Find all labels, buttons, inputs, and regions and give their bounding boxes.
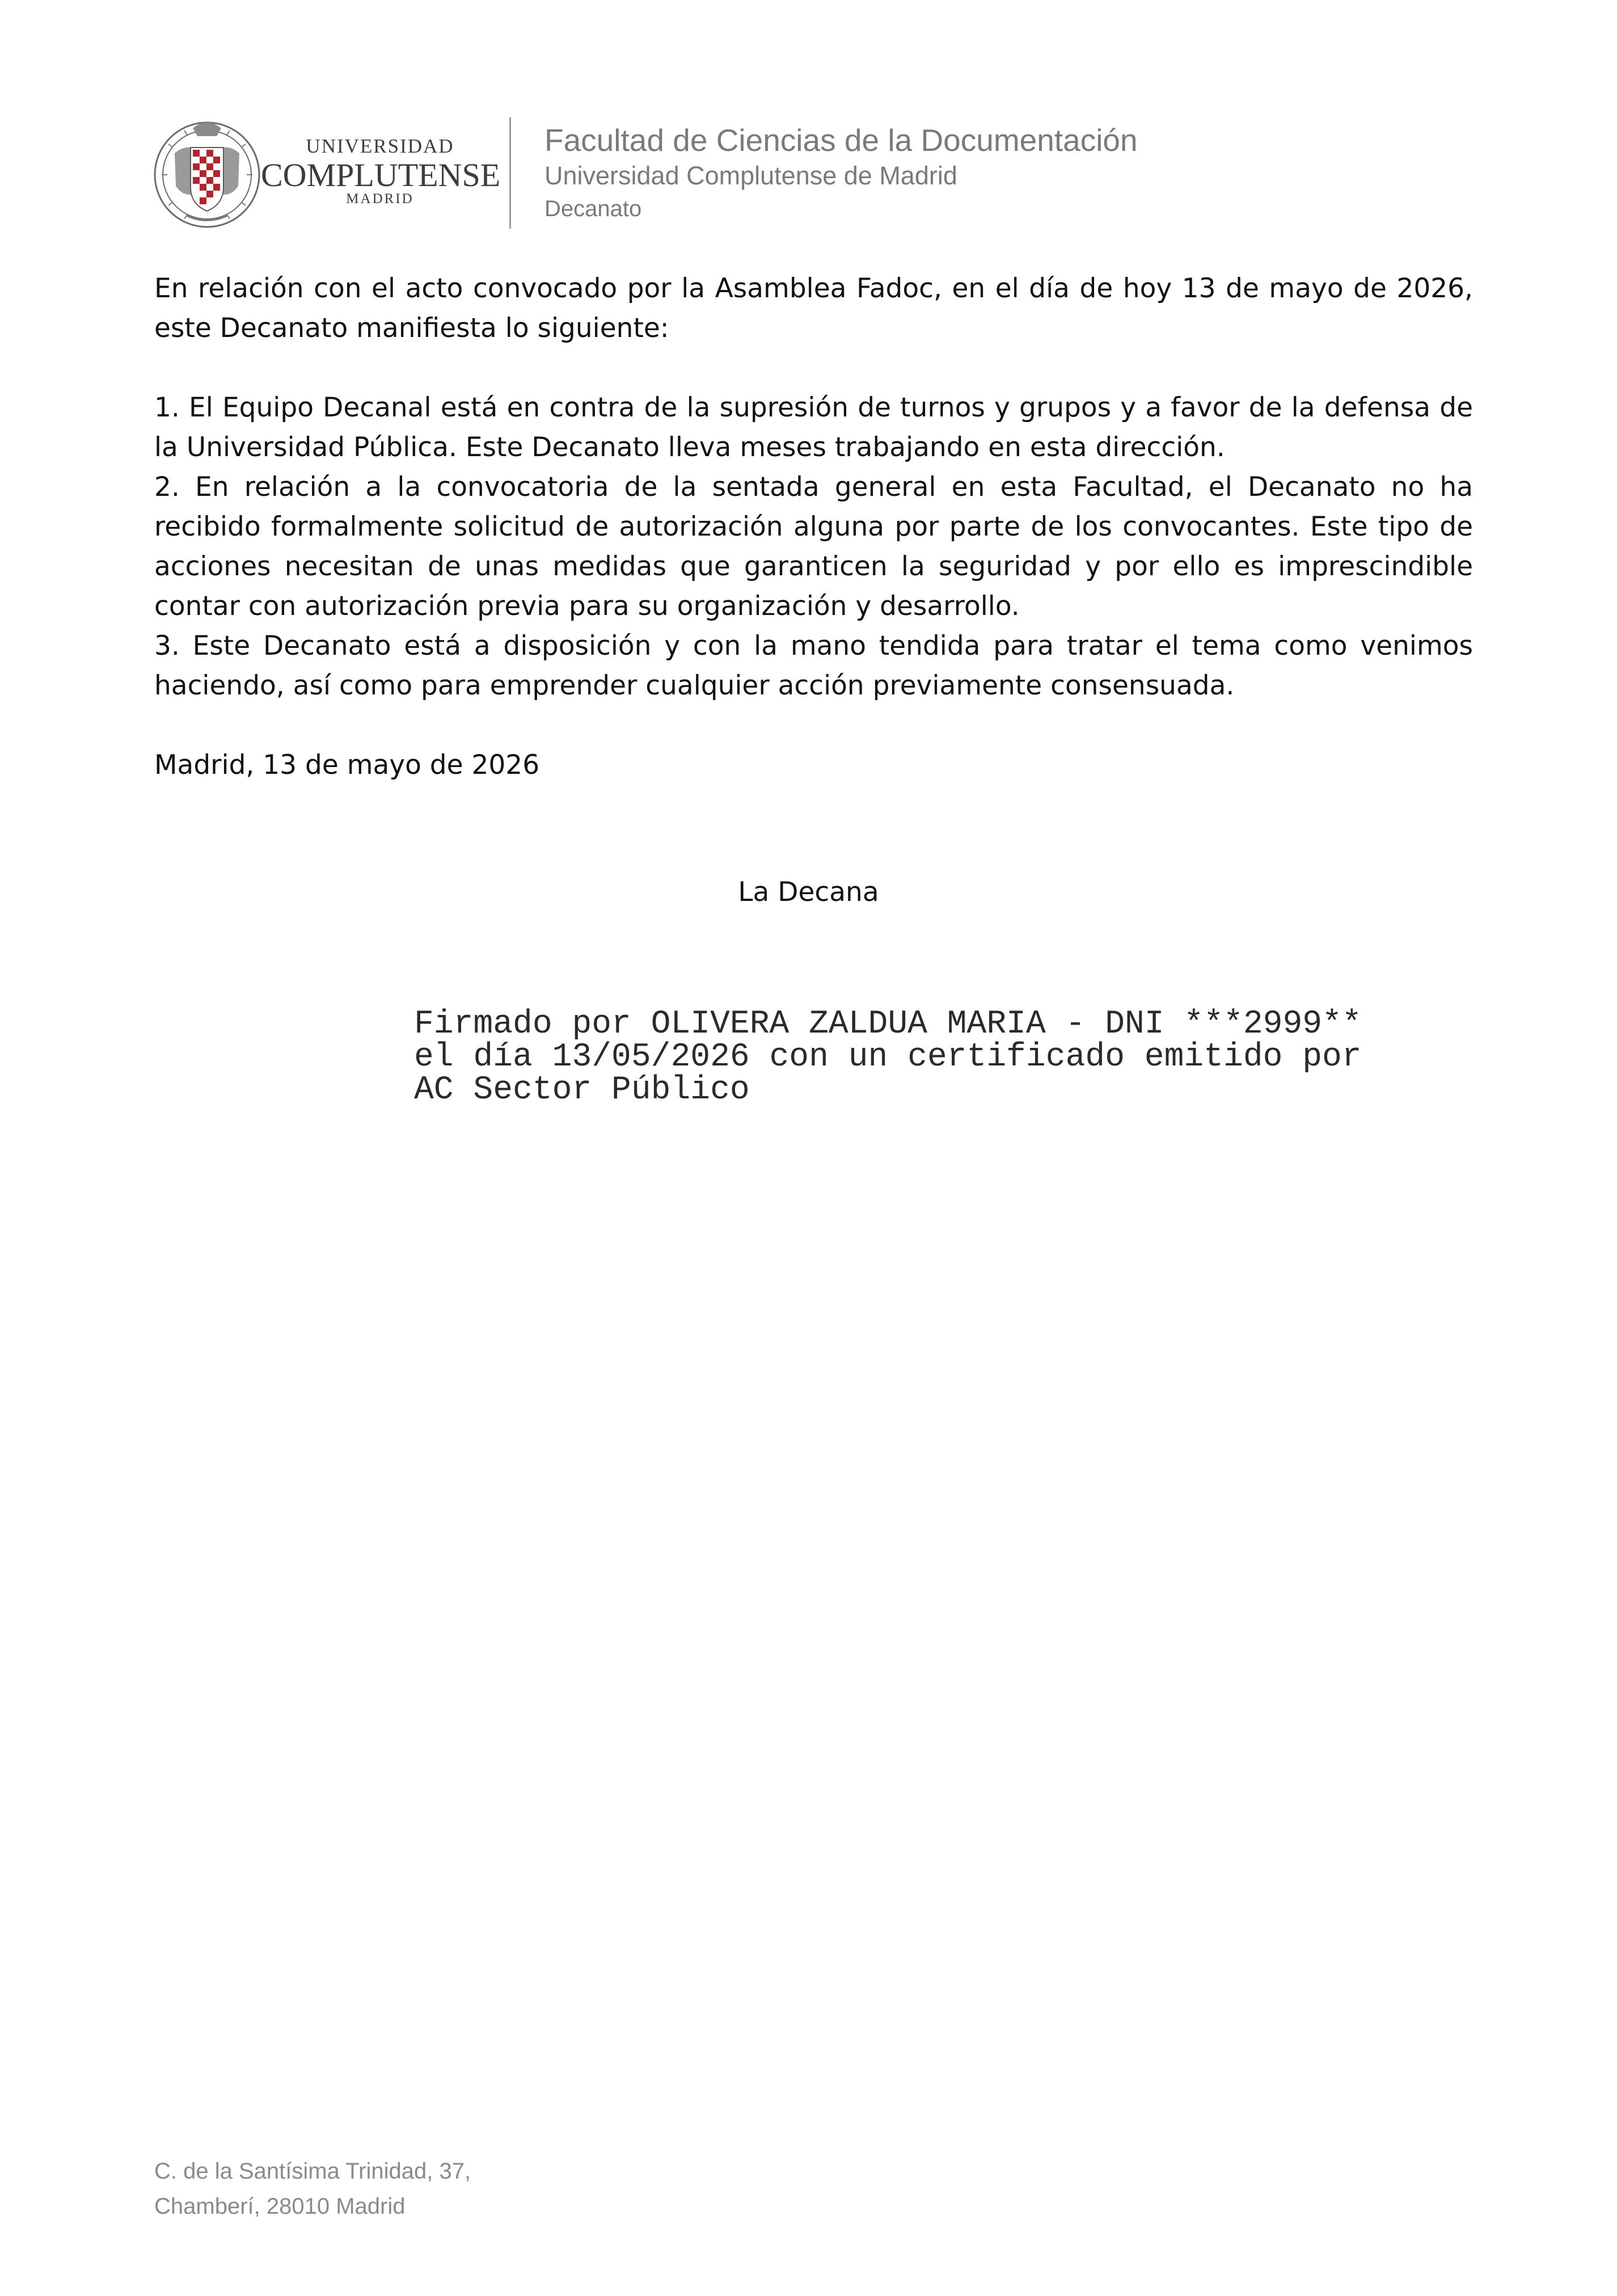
university-crest-icon xyxy=(153,113,261,233)
faculty-name: Facultad de Ciencias de la Documentación xyxy=(544,123,1138,158)
stamp-line-1: Firmado por OLIVERA ZALDUA MARIA - DNI ***2999** xyxy=(414,1006,1362,1043)
letterhead xyxy=(544,121,1138,225)
footer-address xyxy=(154,2154,471,2224)
intro-paragraph: En relación con el acto convocado por la Asamblea Fadoc, en el día de hoy 13 de mayo de 2026, este Decanato manifiesta lo siguiente: xyxy=(154,273,1473,344)
digital-signature-stamp xyxy=(414,1008,1362,1107)
university-name: Universidad Complutense de Madrid xyxy=(544,161,957,190)
paragraph-gap xyxy=(154,348,1473,388)
point-3: 3. Este Decanato está a disposición y con la mano tendida para tratar el tema como venimos haciendo, así como para emprender cualquier acción previamente consensuada. xyxy=(154,630,1473,701)
logo-line-madrid: MADRID xyxy=(346,191,414,207)
logo-line-complutense: COMPLUTENSE xyxy=(261,157,501,193)
paragraph-gap xyxy=(154,706,1473,745)
header-divider xyxy=(509,117,511,229)
logo-line-universidad: UNIVERSIDAD xyxy=(306,135,454,157)
signatory-role: La Decana xyxy=(738,877,879,908)
logo-wordmark xyxy=(261,113,499,233)
office-name: Decanato xyxy=(544,196,642,221)
address-line-1: C. de la Santísima Trinidad, 37, xyxy=(154,2159,471,2184)
date-line: Madrid, 13 de mayo de 2026 xyxy=(154,749,540,781)
address-line-2: Chamberí, 28010 Madrid xyxy=(154,2194,406,2219)
letter-body xyxy=(154,269,1473,785)
stamp-line-2: el día 13/05/2026 con un certificado emitido por xyxy=(414,1039,1362,1076)
point-1: 1. El Equipo Decanal está en contra de la supresión de turnos y grupos y a favor de la defensa de la Universidad Pública. Este Decanato lleva meses trabajando en esta dirección. xyxy=(154,392,1473,463)
point-2: 2. En relación a la convocatoria de la sentada general en esta Facultad, el Decanato no ha recibido formalmente solicitud de autorización alguna por parte de los convocantes. Este tipo de acciones necesitan de unas medidas que garanticen la seguridad y por ello es imprescindible contar con autorización previa para su organización y desarrollo. xyxy=(154,471,1473,622)
university-logo xyxy=(153,113,499,233)
stamp-line-3: AC Sector Público xyxy=(414,1072,750,1109)
